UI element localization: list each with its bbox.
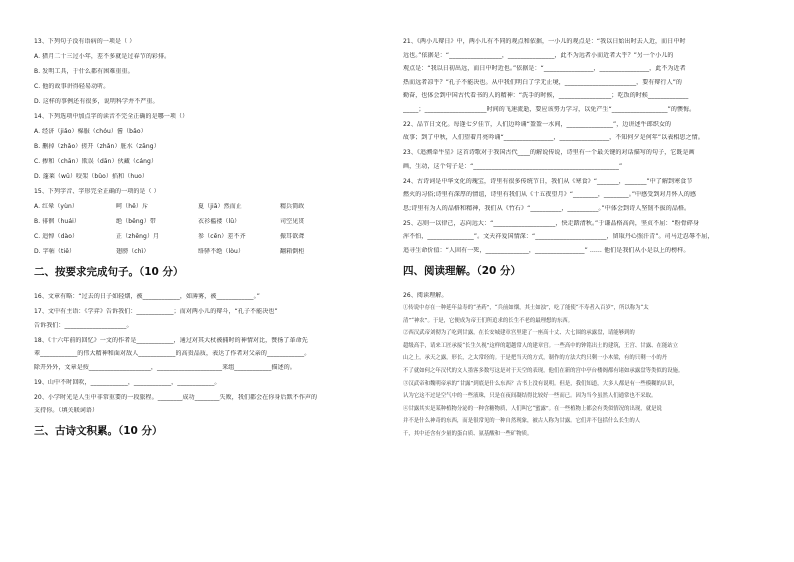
- q15-c-4: 振耳欲聋: [280, 233, 305, 240]
- q15-option-d: [34, 248, 398, 256]
- q15-stem: 15、下列字音、字形完全正确的一项的是（ ）: [34, 188, 160, 195]
- q21-line-4: 热而远者凉乎？”孔子不能决也。从中我们明白了学无止境，_______________________，要有辩行人”的: [403, 78, 683, 86]
- q14-option-a: A. 经济（jiǎo）棉服（chóu）酱（bǎo）: [34, 128, 147, 135]
- q21-line-1: 21、《两小儿辩日》中，两小儿有不同的观点和依据，一小儿的观点是：“我以日始出时去人近，而日中时: [403, 38, 686, 45]
- q23-line-2: 画，生动，这个句子是：“_______________________________________________”: [403, 162, 623, 170]
- q18-line-2: 辈____________的伟大精神和面对敌人____________的高贵品质，表达了作者对父亲的____________。: [34, 350, 311, 357]
- q14-option-c: C. 掺和（chān）欺误（dān）伙藏（cáng）: [34, 158, 158, 165]
- q16: 16、文章有略：“过去的日子如轻烟，被____________，如薄雾，被____________。”: [34, 293, 260, 300]
- q18-line-3: 除开外外，文章是按____________________，_____________________来组____________描述的。: [34, 363, 296, 371]
- q21-line-5: 勤奋，也体会到中国古代看书的人的精神：“洗手的时候，_________________；吃饭的时候_____________: [403, 92, 689, 99]
- q15-b-2: 绝（bēng）带: [116, 218, 156, 225]
- section-4-heading: 四、阅读理解。（20 分）: [403, 264, 522, 277]
- passage-line: 并不是什么神奇的东西，而是很常见的一种自然现象，被古人称为甘露。它们并不包括什么长生的人: [403, 418, 641, 425]
- q15-b-4: 司空见贯: [280, 218, 305, 225]
- q24-line-1: 24、古诗词是中华文化的瑰宝，诗里有很多传统节日，我们从《寒食》“_______，_______”中了解到寒食节: [403, 177, 693, 185]
- q13-option-d: D. 这样的事例还有很多，说明科学并不严重。: [34, 98, 159, 105]
- passage-line: ②西汉武帝刘彻为了吃到甘露，在长安城建章宫里建了一座高十丈、大七围的承露盘，请能够到的: [403, 330, 635, 337]
- q26-heading: 26、阅读理解。: [403, 291, 448, 299]
- q25-line-1: 25、志则一以律己，志向远大：“____________________，快走踏清秋。”于谦品格高尚，坚贞不屈：“粉骨碎身: [403, 219, 700, 227]
- passage-line: 不了就如何之年汉代的文人墨客多数写这是对于天空的表现，他们在新的宫中亭台楼阁都有诸如承露盘等类似的设施。: [403, 367, 684, 374]
- q25-line-2: 浑不怕，_______________”。文天祥爱国情深：“_______________________，留取丹心照汗青”。司马迁忍辱不屈，: [403, 233, 714, 240]
- q21-line-2: 远也。”依据是：“_________________，_______________，此不为远者小而近者大乎？”另一个小儿的: [403, 51, 674, 59]
- q14-option-d: D. 蓬莱（wū）咬架（bǔo）掐和（huo）: [34, 173, 149, 180]
- right-column: [403, 38, 767, 444]
- q22-line-1: 22、品节日文化。每逢七夕佳节，人们边吟诵“盈盈一水间，_______________”，边讲述牛郎织女的: [403, 120, 672, 128]
- q15-d-2: 翅膀（chì）: [116, 248, 150, 255]
- q14-option-b: B. 删掉（zhǎo）搓开（zhǎn）脏水（zāng）: [34, 143, 160, 150]
- passage-line: 山之上，承天之露，形长，之太常经的。于是把当天的方式，制作的方法大约只剩一小木梁，有的只剩一小的丹: [403, 355, 668, 362]
- q24-line-2: 燃火的习俗;诗里有深厚的情谊，诗里有我们从《十五夜望月》“________，________。”中感受到对月怀人的感: [403, 191, 697, 198]
- passage-line: ①传说中存在一种延年益寿的“圣药”，“兵前如烟，其士如浊”，吃了能使“不寿者入百岁”，所以称为“太: [403, 305, 649, 311]
- section-3-heading: 三、古诗文积累。（10 分）: [34, 425, 163, 437]
- q17-line-2: 告诉我们：____________________。: [34, 321, 133, 329]
- q17-line-1: 17、文中有主语：《学弈》告诉我们：____________；而对两小儿的辩斗，“孔子不能决也”: [34, 308, 278, 315]
- left-column: [34, 38, 398, 452]
- q13-stem: 13、下列句子没有语病的一项是（ ）: [34, 38, 136, 45]
- q15-d-4: 翻箱倒柜: [280, 248, 305, 255]
- q15-a-3: 夏（jiā）然而止: [198, 203, 242, 210]
- q23-line-1: 23、《追溯牵牛星》这首诗歌对于我国古代____的解说传说，诗里有一个最关键的对话描写的句子，它既是画: [403, 149, 695, 156]
- passage-line: 超级高手，请来工匠承接“长生久视”这样的超越常人的建章宫。一些高中的钟铭出土的建筑，王宫、甘露、在能站立: [403, 342, 679, 349]
- q14-stem: 14、下列选项中加点字的读音不完全正确的是哪一项（）: [34, 113, 189, 120]
- q15-d-3: 络驿不绝（lòu）: [198, 248, 245, 255]
- q15-option-a: [34, 203, 398, 211]
- q15-a-2: 呵（hē）斥: [116, 203, 149, 210]
- q15-c-3: 参（cēn）差不齐: [198, 233, 246, 240]
- q15-c-1: C. 追悼（dào）: [34, 233, 79, 240]
- q15-a-1: A. 红晕（yùn）: [34, 203, 78, 210]
- passage-line: ③汉武帝和魏明帝承的“甘露”到底是什么东西？古书上没有说明。但是，我们知道，大多人都是有一些模糊的认识，: [403, 380, 679, 387]
- q21-line-6: _____；____________________时间的飞速流逝，要应该努力学习，以免产生“__________________”的懊悔。: [403, 105, 696, 113]
- q20-line-1: 20、小学时光是人生中非常重要的一段旅程。________成功________失败，我们都会在你身后默不作声的: [34, 393, 318, 401]
- q24-line-3: 思;诗里有为人的品格和精神，我们从《竹石》“__________，__________。”中体会到诗人坚韧不拔的品格。: [403, 204, 691, 212]
- q18-line-1: 18、《十六年前的回忆》一文的作者是____________，通过对其大杖被捕时的神情对比，赞扬了革命先: [34, 336, 308, 344]
- reading-passage: [403, 305, 767, 439]
- q13-option-b: B. 发明工具，于什么都有困难重重。: [34, 68, 134, 75]
- q21-line-3: 观点是：“我以日初出远，而日中时近也。”依据是：“________________，________________，此不为近者: [403, 65, 686, 72]
- q15-option-c: [34, 233, 398, 241]
- q19: 19、山中不时回吹，____________，____________，____________。: [34, 378, 221, 386]
- q15-b-3: 衣衫褴褛（lǚ）: [198, 218, 241, 225]
- passage-line: ④甘露其实是某种植物分泌的一种含糖物质，人们叫它“蜜露”。在一些植物上都会有类似情况的出现，就是说: [403, 405, 662, 412]
- passage-line: 千，其中还含有少量的蛋白质、氨基酸和一些矿物质。: [403, 430, 533, 437]
- q15-b-1: B. 徘徊（huái）: [34, 218, 80, 225]
- q22-line-2: 故事；到了中秋，人们望着月亮吟诵“________________，________________，不知何夕是何年”以表相思之情。: [403, 134, 704, 141]
- q13-option-a: A. 猎月二十三过小年，差不多就是过春节的彩排。: [34, 53, 171, 60]
- q15-a-4: 精兵简政: [280, 203, 305, 210]
- passage-line: 清”“神农”。于是，它便成为帝王们所追求的长生不老的最理想的东西。: [403, 317, 573, 324]
- q15-d-1: D. 字帖（tiē）: [34, 248, 76, 255]
- q20-line-2: 支持你。（填关联词语）: [34, 407, 99, 414]
- q13-option-c: C. 他的故事讲得轻易动听。: [34, 83, 110, 90]
- q15-c-2: 正（zhēng）月: [116, 233, 160, 240]
- q25-line-3: 追寻生命价值：“人固有一死，______________，________________” …… 他们是我们从小是以上的榜样。: [403, 246, 690, 254]
- q15-option-b: [34, 218, 398, 226]
- section-2-heading: 二、按要求完成句子。（10 分）: [34, 266, 184, 278]
- passage-line: 认为它这不过是空气中的一些液珠，只是在夜间凝结得比较好一些而已。因为当今虽然人们通常也不采取。: [403, 393, 657, 400]
